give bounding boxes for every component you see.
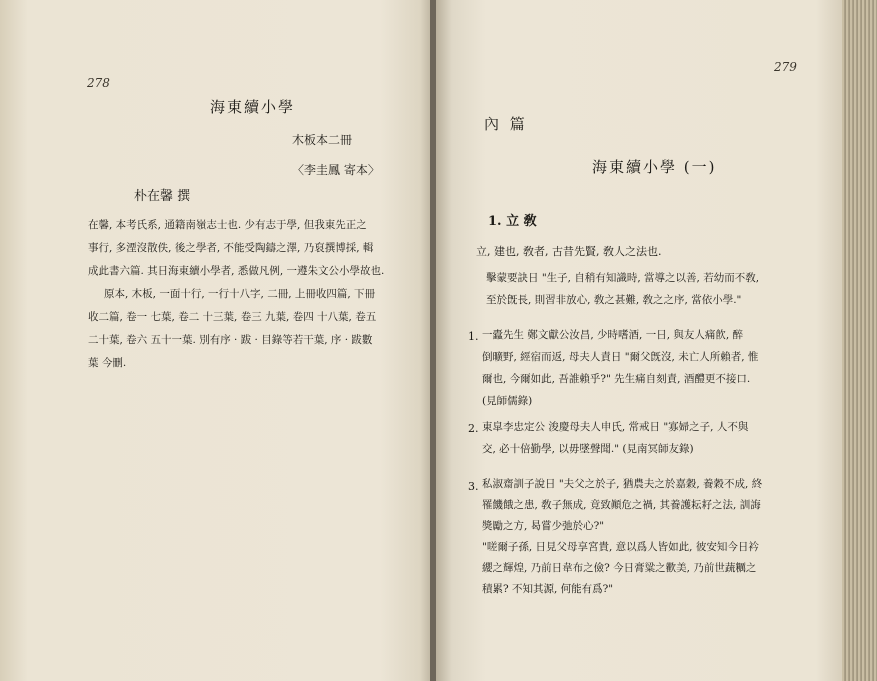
text-line: 纓之輝煌, 乃前日韋布之儉? 今日膏粱之歡美, 乃前世蔬糲之 [482,562,757,574]
item-number: 1. [468,330,479,343]
author-line: 朴在馨 撰 [134,189,191,204]
item-number: 2. [468,422,479,435]
right-page [436,0,842,681]
edition-note: 木板本二冊 [292,133,353,147]
quote-block [486,267,759,311]
list-item [482,324,758,412]
left-page [0,0,432,681]
text-line: 私淑齋訓子說日 "夫父之於子, 猶農夫之於嘉穀, 養穀不成, 終 [482,478,763,490]
page-number-right: 279 [774,60,797,74]
text-line: 積累? 不知其源, 何能有爲?" [482,583,614,595]
text-line: 原本, 木板, 一面十行, 一行十八字, 二冊, 上冊收四篇, 下冊 [104,288,376,300]
text-line: 一蠹先生 鄭文獻公汝昌, 少時嗜酒, 一日, 與友人痛飮, 醉 [482,329,744,341]
intro-line: 立, 建也, 敎者, 古昔先賢, 敎人之法也. [476,245,662,258]
text-line: 東皐李忠定公 浚慶母夫人申氏, 常戒日 "寡婦之子, 人不與 [482,421,749,433]
text-line: 葉 今刪. [88,357,127,369]
page-number-left: 278 [87,76,110,90]
text-line: 罹饑餓之患, 敎子無成, 竟致顚危之禍, 其養護耘耔之法, 訓誨 [482,499,761,511]
owner-note: 〈李圭鳳 寄本〉 [292,163,380,177]
text-line: 爾也, 今爾如此, 吾誰賴乎?" 先生痛自刻責, 酒醴更不接口. [482,373,751,385]
entry-title: 海東續小學 [210,98,296,116]
text-line: 收二篇, 卷一 七葉, 卷二 十三葉, 卷三 九葉, 卷四 十八葉, 卷五 [88,311,377,323]
text-line: 獎勵之方, 曷嘗少弛於心?" [482,520,605,532]
text-line: 事行, 多湮沒散佚, 後之學者, 不能受陶鑄之澤, 乃裒撰博採, 輯 [88,242,374,254]
text-line: 在馨, 本考氏系, 通籍南嶺志士也. 少有志于學, 但我東先正之 [88,219,367,231]
text-line: 倒曠野, 經宿而返, 母夫人責日 "爾父旣沒, 未亡人所賴者, 惟 [482,351,759,363]
subsection-heading: 1. 立 敎 [488,214,537,229]
entry-paragraph [88,214,384,375]
text-line: 成此書六篇. 其日海東續小學者, 悉做凡例, 一遵朱文公小學故也. [88,265,385,277]
book-page-edge-right [842,0,877,681]
list-item [482,474,762,600]
item-number: 3. [468,480,479,493]
text-line: 二十葉, 卷六 五十一葉. 別有序 · 跋 · 目錄等若干葉, 序 · 跋數 [88,334,373,346]
text-line: 擊蒙要訣日 "生子, 自稍有知識時, 當導之以善, 若幼而不敎, [486,272,760,284]
text-line: 交, 必十倍勤學, 以毋墜聲聞." (見南冥師友錄) [482,443,694,455]
text-line: "嗟爾子孫, 日見父母享宮貴, 意以爲人皆如此, 彼安知今日衿 [482,541,759,553]
chapter-title: 海東續小學 (一) [592,158,717,176]
list-item [482,416,748,460]
text-line: 至於旣長, 則習非放心, 敎之甚難, 敎之之序, 當依小學." [486,294,742,306]
section-heading: 內 篇 [484,115,528,133]
text-line: (見師儒錄) [482,395,533,407]
